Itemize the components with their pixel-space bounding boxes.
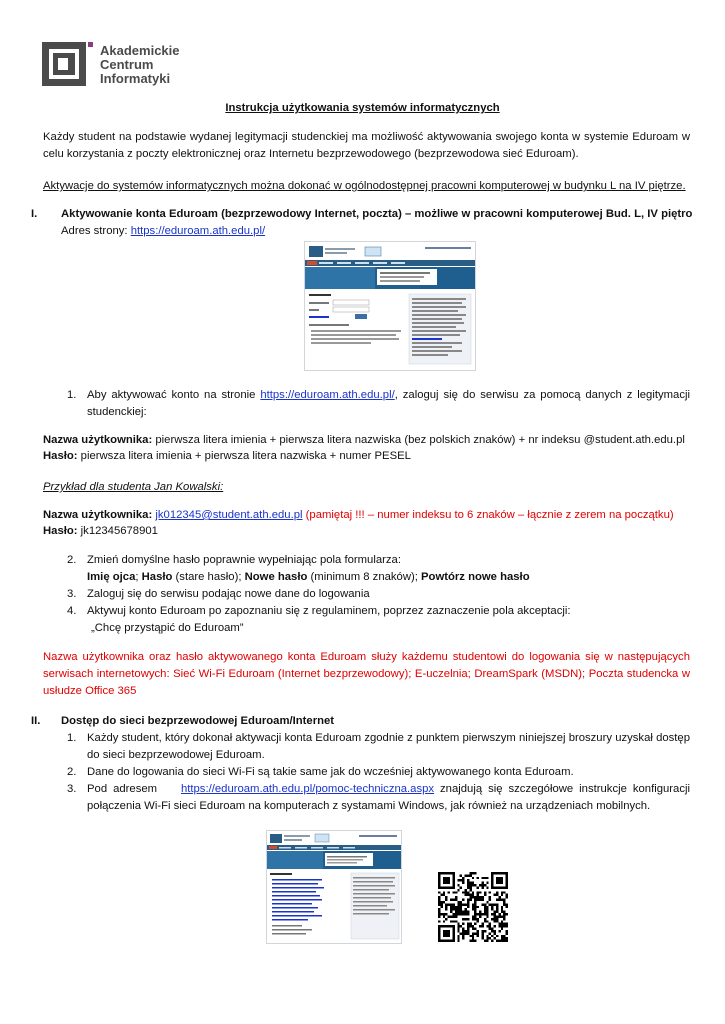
field-password: Hasło: [141, 571, 173, 583]
logo-line3: Informatyki: [100, 71, 171, 86]
eduroam-link[interactable]: https://eduroam.ath.edu.pl/: [130, 225, 266, 237]
step3-text: Zaloguj się do serwisu podając nowe dane do logowania: [87, 588, 370, 600]
s2-item2-number: 2.: [67, 766, 77, 778]
eduroam-services-note: Nazwa użytkownika oraz hasło aktywowanego konta Eduroam służy każdemu studentowi do logowania się w następujących serwisach internetowych: Sieć Wi-Fi Eduroam (Internet bezprzewodowy); E-uczelnia; DreamSpark (MSDN); Poczta studencka w usłudze Office 365: [43, 651, 690, 697]
address-label: Adres strony:: [61, 225, 128, 237]
s2-item3-text: [87, 781, 690, 815]
example-login-label: Nazwa użytkownika:: [43, 509, 153, 521]
example-heading: Przykład dla studenta Jan Kowalski:: [43, 481, 224, 493]
step2-text: Zmień domyślne hasło poprawnie wypełniając pola formularza:: [87, 554, 401, 566]
example-password-value: jk12345678901: [80, 525, 158, 537]
section2-heading: Dostęp do sieci bezprzewodowej Eduroam/Internet: [61, 715, 335, 727]
aci-logo: [42, 42, 202, 90]
example-password-label: Hasło:: [43, 525, 78, 537]
logo-accent-dot: [88, 42, 93, 47]
section1-address: [61, 223, 265, 240]
example-login: [43, 507, 703, 524]
step1-number: 1.: [67, 389, 77, 401]
step1-text: [87, 387, 690, 421]
intro-paragraph: Każdy student na podstawie wydanej legitymacji studenckiej ma możliwość aktywowania swojego konta w systemie Eduroam w celu korzystania z poczty elektronicznej oraz Internetu bezprzewodowego (bezprzewodowa sieć Eduroam).: [43, 131, 690, 160]
s2-item1-text: Każdy student, który dokonał aktywacji konta Eduroam zgodnie z punktem pierwszym niniejszej broszury uzyskał dostęp do sieci bezprzewodowej Eduroam.: [87, 732, 690, 761]
section1-heading: Aktywowanie konta Eduroam (bezprzewodowy Internet, poczta) – możliwe w pracowni komputerowej Bud. L, IV piętro: [61, 208, 693, 220]
step3-number: 3.: [67, 588, 77, 600]
sep: ;: [135, 571, 142, 583]
step2-fields: [87, 569, 690, 586]
help-page-link[interactable]: https://eduroam.ath.edu.pl/pomoc-techniczna.aspx: [180, 783, 435, 795]
logo-text: [100, 44, 180, 86]
example-password: [43, 523, 158, 540]
password-label: Hasło:: [43, 450, 78, 462]
step4-text: Aktywuj konto Eduroam po zapoznaniu się z regulaminem, poprzez zaznaczenie pola akceptacji:: [87, 605, 571, 617]
s2-item3-number: 3.: [67, 783, 77, 795]
aci-logo-mark: [42, 42, 86, 86]
eduroam-help-screenshot-drawing: [267, 831, 401, 943]
section2-number: II.: [31, 715, 41, 727]
example-login-note: (pamiętaj !!! – numer indeksu to 6 znaków – łącznie z zerem na początku): [305, 509, 674, 521]
s2-item3-after: znajdują się szczegółowe instrukcje konfiguracji połączenia Wi-Fi sieci Eduroam na komputerach z systamami Windows, jak również na urządzeniach mobilnych.: [87, 783, 691, 812]
step2-number: 2.: [67, 554, 77, 566]
logo-line2: Centrum: [100, 57, 154, 72]
s2-item1-number: 1.: [67, 732, 77, 744]
eduroam-help-screenshot: [266, 830, 402, 944]
qr-code-drawing: [438, 872, 508, 942]
eduroam-login-screenshot: [304, 241, 476, 371]
step1-before: Aby aktywować konto na stronie: [87, 389, 256, 401]
step4-number: 4.: [67, 605, 77, 617]
field-password-note: (stare hasło);: [172, 571, 245, 583]
logo-line1: Akademickie: [100, 43, 180, 58]
password-rule: [43, 448, 703, 465]
login-text: pierwsza litera imienia + pierwsza litera nazwiska (bez polskich znaków) + nr indeksu @student.ath.edu.pl: [155, 434, 685, 446]
login-rule: [43, 432, 703, 449]
page-title: Instrukcja użytkowania systemów informatycznych: [225, 102, 500, 114]
field-father-name: Imię ojca: [87, 571, 136, 583]
login-label: Nazwa użytkownika:: [43, 434, 153, 446]
step4-quote: „Chcę przystąpić do Eduroam”: [91, 622, 244, 634]
password-text: pierwsza litera imienia + pierwsza litera nazwiska + numer PESEL: [80, 450, 411, 462]
example-login-value[interactable]: jk012345@student.ath.edu.pl: [155, 509, 303, 521]
s2-item3-before: Pod adresem: [87, 783, 158, 795]
activation-note: Aktywacje do systemów informatycznych można dokonać w ogólnodostępnej pracowni komputerowej w budynku L na IV piętrze.: [43, 180, 686, 192]
s2-item2-text: Dane do logowania do sieci Wi-Fi są takie same jak do wcześniej aktywowanego konta Eduroam.: [87, 766, 574, 778]
field-new-password-note: (minimum 8 znaków);: [307, 571, 422, 583]
step1-after: , zaloguj się do serwisu za pomocą danych z legitymacji studenckiej:: [87, 389, 690, 418]
qr-code: [438, 872, 508, 942]
field-repeat-password: Powtórz nowe hasło: [421, 571, 530, 583]
eduroam-login-screenshot-drawing: [305, 242, 475, 370]
step1-eduroam-link[interactable]: https://eduroam.ath.edu.pl/: [260, 389, 395, 401]
section1-number: I.: [31, 208, 38, 220]
field-new-password: Nowe hasło: [244, 571, 308, 583]
